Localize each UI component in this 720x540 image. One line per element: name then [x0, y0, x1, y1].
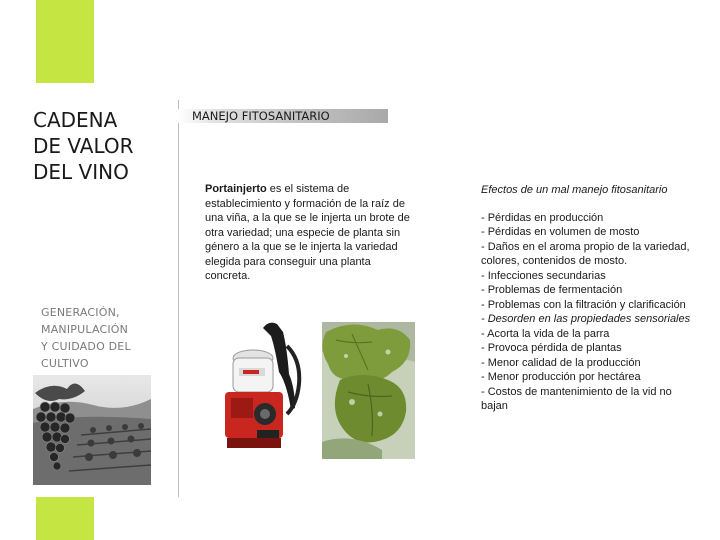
title-line: DEL VINO	[33, 160, 129, 184]
effects-list-item: - Menor producción por hectárea	[481, 371, 641, 383]
definition-term: Portainjerto	[205, 183, 267, 195]
column-divider	[178, 100, 179, 497]
effects-list-item: - Pérdidas en volumen de mosto	[481, 226, 640, 238]
vineyard-grapes-photo	[33, 375, 151, 485]
subtitle-line: CULTIVO	[41, 357, 89, 370]
effects-list	[481, 211, 699, 414]
definition-text: es el sistema de establecimiento y formación de la raíz de una viña, a la que se le injerta un brote de otra variedad; una especie de planta sin género a la que se le injerta la variedad elegida para conseguir una planta concreta.	[205, 183, 410, 282]
effects-list-item: - Provoca pérdida de plantas	[481, 342, 622, 354]
effects-list-item: - Costos de mantenimiento de la vid no bajan	[481, 385, 672, 412]
section-header-label: MANEJO FITOSANITARIO	[192, 109, 330, 123]
effects-list-item: - Acorta la vida de la parra	[481, 327, 610, 340]
subtitle-line: Y CUIDADO DEL	[41, 340, 131, 353]
effects-heading: Efectos de un mal manejo fitosanitario	[481, 184, 668, 196]
subtitle-line: MANIPULACIÓN	[41, 323, 129, 336]
effects-list-item: - Problemas de fermentación	[481, 284, 623, 296]
effects-list-item: - Problemas con la filtración y clarificación	[481, 298, 686, 311]
vine-leaves-photo	[322, 322, 415, 459]
title-line: CADENA	[33, 108, 118, 132]
accent-block-bottom	[36, 497, 94, 540]
effects-list-item: - Daños en el aroma propio de la variedad, colores, contenidos de mosto.	[481, 240, 690, 267]
effects-list-item: - Menor calidad de la producción	[481, 356, 641, 369]
effects-list-item: - Infecciones secundarias	[481, 269, 606, 282]
title-line: DE VALOR	[33, 134, 134, 158]
slide-title	[33, 107, 173, 185]
definition-paragraph	[205, 182, 415, 284]
effects-list-item: - Desorden en las propiedades sensoriales	[481, 313, 691, 325]
accent-block-top	[36, 0, 94, 83]
section-header-bar	[178, 109, 388, 123]
effects-list-item: - Pérdidas en producción	[481, 211, 604, 224]
slide-subtitle	[41, 304, 161, 372]
backpack-sprayer-photo	[217, 318, 315, 458]
subtitle-line: GENERACIÓN,	[41, 306, 120, 319]
effects-column	[481, 183, 699, 414]
